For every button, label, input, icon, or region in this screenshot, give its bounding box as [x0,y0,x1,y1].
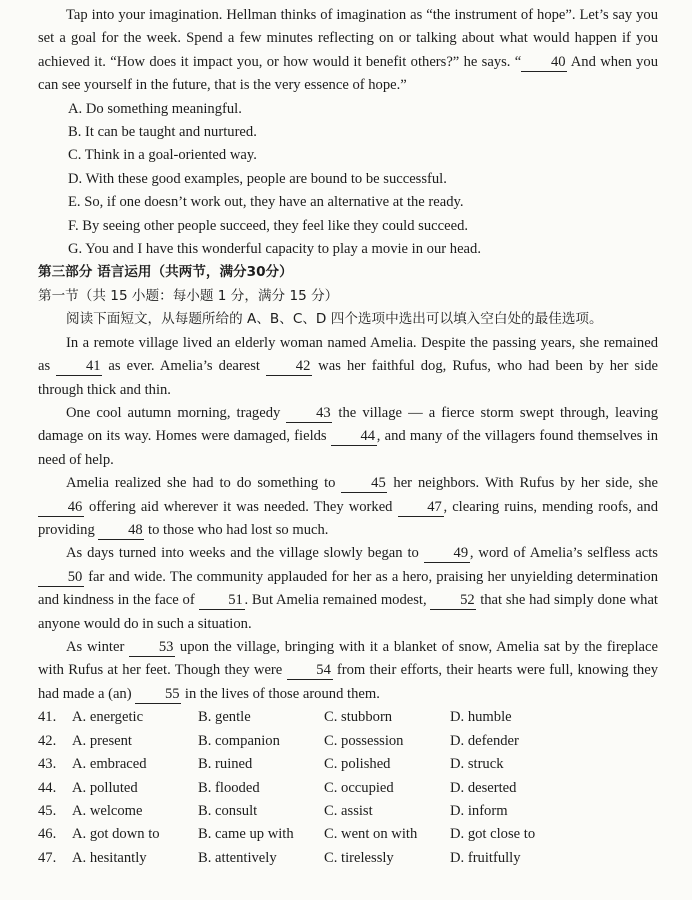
option-item: G. You and I have this wonderful capacity to play a movie in our head. [68,241,481,258]
blank-42: 42 [266,358,312,376]
blank-54: 54 [287,662,333,680]
choice-c: C. occupied [324,779,394,796]
blank-47: 47 [398,499,444,517]
blank-40: 40 [521,54,567,72]
question-options-table [38,706,535,870]
question-row [38,706,535,729]
question-number: 43. [38,756,57,773]
choice-b: B. flooded [198,779,260,796]
choice-c: C. assist [324,802,373,819]
cloze-paragraph-1: In a remote village lived an elderly woman named Amelia. Despite the passing years, she remained as 41 as ever. Amelia’s dearest 42 was her faithful dog, Rufus, who had been by her side through thick and thin. [38,334,658,398]
question-number: 41. [38,709,57,726]
blank-46: 46 [38,499,84,517]
choice-b: B. companion [198,732,280,749]
blank-50: 50 [38,569,84,587]
blank-43: 43 [286,405,332,423]
blank-48: 48 [98,522,144,540]
blank-51: 51 [199,592,245,610]
choice-d: D. fruitfully [450,849,521,866]
option-item: E. So, if one doesn’t work out, they have an alternative at the ready. [68,194,464,211]
option-item: C. Think in a goal-oriented way. [68,147,257,164]
choice-c: C. tirelessly [324,849,394,866]
option-item: A. Do something meaningful. [68,100,242,117]
passage-text: Tap into your imagination. Hellman thinks of imagination as “the instrument of hope”. Let’s say you set a goal for the week. Spend a few minutes reflecting on or talking about what would happen if you achieved it. “How does it impact you, or how would it benefit others?” he says. “ [38,7,658,70]
choice-a: A. hesitantly [72,849,147,866]
choice-a: A. welcome [72,802,143,819]
question-row [38,847,535,870]
choice-b: B. ruined [198,756,253,773]
choice-a: A. energetic [72,709,144,726]
blank-41: 41 [56,358,102,376]
question-row [38,823,535,846]
cloze-paragraph-2: One cool autumn morning, tragedy 43 the village — a fierce storm swept through, leaving damage on its way. Homes were damaged, fields 44 , and many of the villagers found themselves in need of help. [38,404,658,468]
section-title: 第三部分 语言运用（共两节，满分30分） [38,264,293,281]
blank-53: 53 [129,639,175,657]
instruction: 阅读下面短文，从每题所给的 A、B、C、D 四个选项中选出可以填入空白处的最佳选项。 [66,311,603,328]
blank-49: 49 [424,545,470,563]
question-number: 42. [38,732,57,749]
question-number: 46. [38,826,57,843]
seven-choice-options [38,98,658,262]
passage-paragraph-end [38,4,658,98]
subsection-title: 第一节（共 15 小题：每小题 1 分，满分 15 分） [38,287,339,304]
choice-d: D. got close to [450,826,536,843]
option-item: D. With these good examples, people are bound to be successful. [68,170,447,187]
choice-a: A. embraced [72,756,147,773]
choice-b: B. consult [198,802,258,819]
question-row [38,753,535,776]
question-row [38,730,535,753]
choice-a: A. got down to [72,826,160,843]
choice-d: D. inform [450,802,508,819]
question-row [38,800,535,823]
choice-b: B. gentle [198,709,251,726]
question-number: 45. [38,802,57,819]
blank-55: 55 [135,686,181,704]
blank-44: 44 [331,428,377,446]
choice-b: B. came up with [198,826,294,843]
cloze-paragraph-3: Amelia realized she had to do something to 45 her neighbors. With Rufus by her side, she 46 offering aid wherever it was needed. They worked 47 , clearing ruins, mending roofs, and providing 48 to those who had lost so much. [38,475,658,538]
choice-c: C. went on with [324,826,418,843]
question-number: 44. [38,779,57,796]
choice-d: D. defender [450,732,519,749]
choice-c: C. possession [324,732,404,749]
option-item: B. It can be taught and nurtured. [68,124,257,141]
blank-45: 45 [341,475,387,493]
choice-c: C. polished [324,756,391,773]
blank-52: 52 [430,592,476,610]
question-row [38,776,535,799]
choice-a: A. present [72,732,132,749]
choice-c: C. stubborn [324,709,393,726]
choice-a: A. polluted [72,779,138,796]
choice-b: B. attentively [198,849,277,866]
question-number: 47. [38,849,57,866]
passage-text: And when you can see yourself in the future, that is the very essence of hope.” [38,53,659,94]
option-item: F. By seeing other people succeed, they feel like they could succeed. [68,217,469,234]
cloze-paragraph-5: As winter 53 upon the village, bringing with it a blanket of snow, Amelia sat by the fireplace with Rufus at her feet. Though they were 54 from their efforts, their hearts were full, knowing they had made a (an) 55 in the lives of those around them. [38,638,658,702]
cloze-paragraph-4: As days turned into weeks and the village slowly began to 49 , word of Amelia’s selfless acts 50 far and wide. The community applauded for her as a hero, praising her unyielding determination and kindness in the face of 51 . But Amelia remained modest, 52 that she had simply done what anyone would do in such a situation. [38,545,658,632]
choice-d: D. deserted [450,779,517,796]
choice-d: D. struck [450,756,504,773]
choice-d: D. humble [450,709,512,726]
